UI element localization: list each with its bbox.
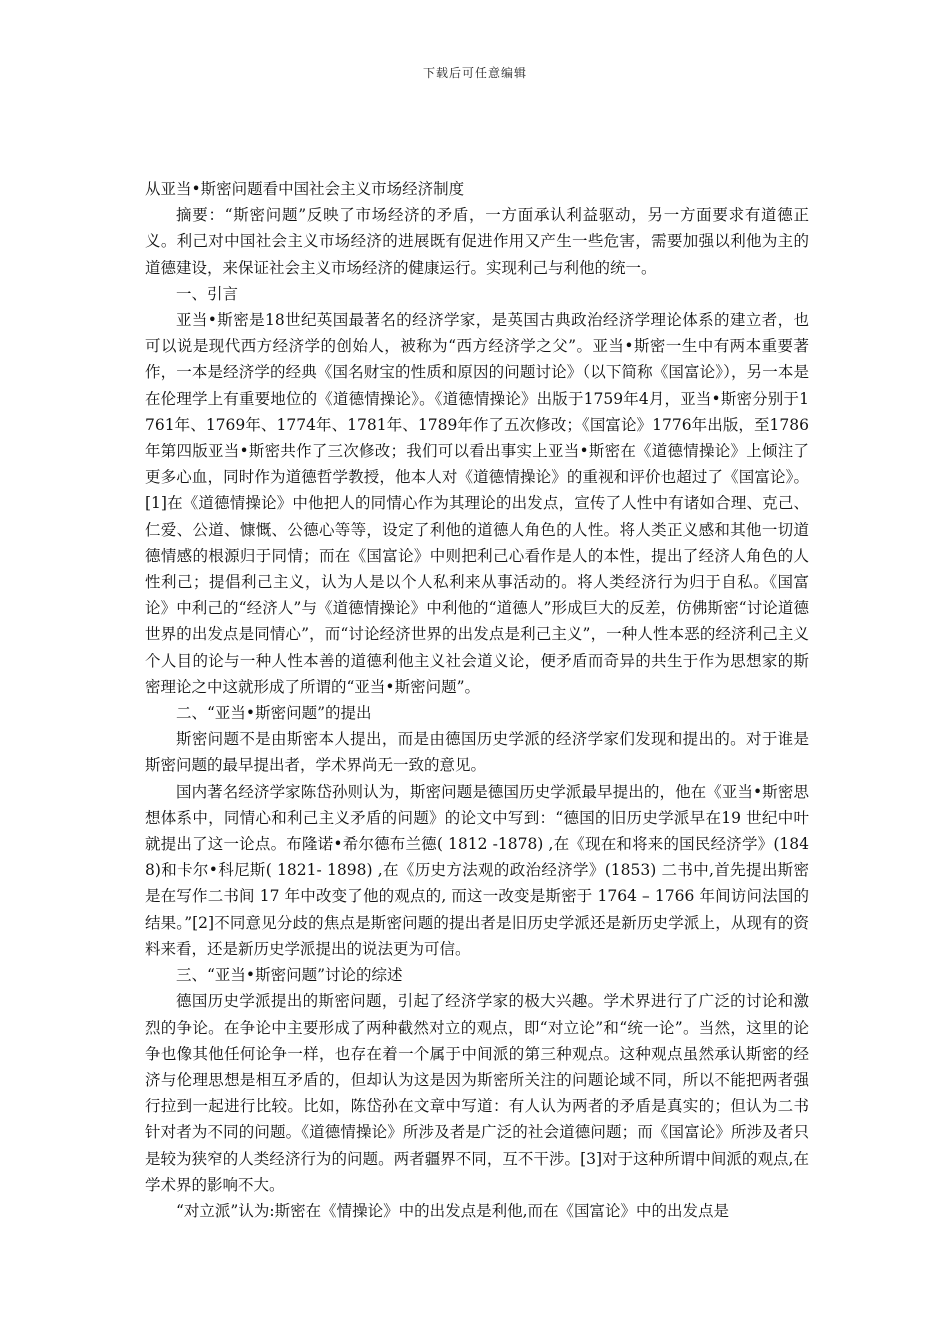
introduction-paragraph: 亚当•斯密是18世纪英国最著名的经济学家，是英国古典政治经济学理论体系的建立者，也可以说是现代西方经济学的创始人，被称为“西方经济学之父”。亚当•斯密一生中有两本重要著作，一本是经济学的经典《国名财宝的性质和原因的问题讨论》（以下简称《国富论》），另一本是在伦理学上有重要地位的《道德情操论》。《道德情操论》出版于1759年4月，亚当•斯密分别于1761年、1769年、1774年、1781年、1789年作了五次修改；《国富论》1776年出版，至1786年第四版亚当•斯密共作了三次修改；我们可以看出事实上亚当•斯密在《道德情操论》上倾注了更多心血，同时作为道德哲学教授，他本人对《道德情操论》的重视和评价也超过了《国富论》。[1]在《道德情操论》中他把人的同情心作为其理论的出发点，宣传了人性中有诸如合理、克己、仁爱、公道、慷慨、公德心等等，设定了利他的道德人角色的人性。将人类正义感和其他一切道德情感的根源归于同情；而在《国富论》中则把利己心看作是人的本性，提出了经济人角色的人性利己；提倡利己主义，认为人是以个人私利来从事活动的。将人类经济行为归于自私。《国富论》中利己的“经济人”与《道德情操论》中利他的“道德人”形成巨大的反差，仿佛斯密“讨论道德世界的出发点是同情心”，而“讨论经济世界的出发点是利己主义”，一种人性本恶的经济利己主义个人目的论与一种人性本善的道德利他主义社会道义论，便矛盾而奇异的共生于作为思想家的斯密理论之中这就形成了所谓的“亚当•斯密问题”。: [145, 311, 809, 696]
document-body: [145, 176, 809, 1224]
page-header: 下载后可任意编辑: [422, 66, 527, 80]
abstract-paragraph: 摘要：“斯密问题”反映了市场经济的矛盾，一方面承认利益驱动，另一方面要求有道德正义。利己对中国社会主义市场经济的进展既有促进作用又产生一些危害，需要加强以利他为主的道德建设，来保证社会主义市场经济的健康运行。实现利己与利他的统一。: [145, 206, 809, 277]
section-heading-review: 三、“亚当•斯密问题”讨论的综述: [176, 966, 403, 985]
review-paragraph-1: 德国历史学派提出的斯密问题，引起了经济学家的极大兴趣。学术界进行了广泛的讨论和激烈的争论。在争论中主要形成了两种截然对立的观点，即“对立论”和“统一论”。当然，这里的论争也像其他任何论争一样，也存在着一个属于中间派的第三种观点。这种观点虽然承认斯密的经济与伦理思想是相互矛盾的，但却认为这是因为斯密所关注的问题论域不同，所以不能把两者强行拉到一起进行比较。比如，陈岱孙在文章中写道：有人认为两者的矛盾是真实的；但认为二书针对者为不同的问题。《道德情操论》所涉及者是广泛的社会道德问题；而《国富论》所涉及者只是较为狭窄的人类经济行为的问题。两者疆界不同，互不干涉。[3]对于这种所谓中间派的观点,在学术界的影响不大。: [145, 992, 809, 1194]
review-paragraph-2: “对立派”认为:斯密在《情操论》中的出发点是利他,而在《国富论》中的出发点是: [176, 1201, 729, 1220]
document-title: 从亚当•斯密问题看中国社会主义市场经济制度: [145, 180, 465, 198]
origin-paragraph-1: 斯密问题不是由斯密本人提出，而是由德国历史学派的经济学家们发现和提出的。对于谁是斯密问题的最早提出者，学术界尚无一致的意见。: [145, 730, 809, 775]
origin-paragraph-2: 国内著名经济学家陈岱孙则认为，斯密问题是德国历史学派最早提出的，他在《亚当•斯密思想体系中，同情心和利己主义矛盾的问题》的论文中写到：“德国的旧历史学派早在19 世纪中叶就提出了这一论点。布隆诺•希尔德布兰德( 1812 -1878) ,在《现在和将来的国民经济学》(1848)和卡尔•科尼斯( 1821- 1898) ,在《历史方法观的政治经济学》(1853) 二书中,首先提出斯密是在写作二书间 17 年中改变了他的观点的, 而这一改变是斯密于 1764 – 1766 年间访问法国的结果。”[2]不同意见分歧的焦点是斯密问题的提出者是旧历史学派还是新历史学派上，从现有的资料来看，还是新历史学派提出的说法更为可信。: [145, 782, 809, 958]
section-heading-origin: 二、“亚当•斯密问题”的提出: [176, 704, 372, 723]
section-heading-introduction: 一、引言: [176, 284, 239, 303]
